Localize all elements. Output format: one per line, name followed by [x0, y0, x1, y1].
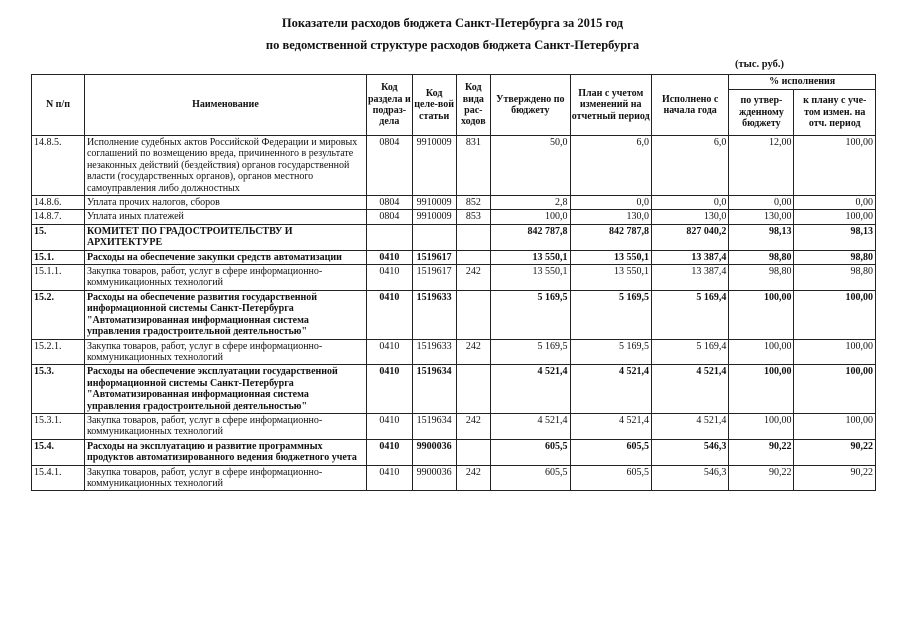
cell-pct-approved: 98,80 [729, 250, 794, 264]
header-executed: Исполнено с начала года [651, 75, 728, 136]
cell-pct-plan: 100,00 [794, 339, 876, 365]
cell-executed: 5 169,4 [651, 290, 728, 339]
cell-name: Расходы на эксплуатацию и развитие программных продуктов автоматизированного ведения бюджетного учета [84, 439, 366, 465]
cell-approved: 13 550,1 [491, 265, 570, 291]
cell-pct-approved: 0,00 [729, 196, 794, 210]
cell-pct-approved: 98,80 [729, 265, 794, 291]
table-row [32, 465, 876, 491]
cell-approved: 13 550,1 [491, 250, 570, 264]
cell-statya: 9900036 [412, 439, 456, 465]
table-header [32, 75, 876, 136]
table-row [32, 250, 876, 264]
cell-statya: 1519634 [412, 413, 456, 439]
cell-approved: 4 521,4 [491, 365, 570, 414]
cell-razdel [366, 224, 412, 250]
header-pct-approved: по утвер-жденному бюджету [729, 90, 794, 136]
cell-statya: 1519633 [412, 339, 456, 365]
table-row [32, 196, 876, 210]
cell-executed: 6,0 [651, 136, 728, 196]
cell-approved: 100,0 [491, 210, 570, 224]
cell-razdel: 0410 [366, 290, 412, 339]
table-row [32, 265, 876, 291]
cell-razdel: 0804 [366, 210, 412, 224]
cell-executed: 4 521,4 [651, 365, 728, 414]
cell-pct-plan: 98,80 [794, 250, 876, 264]
cell-pct-plan: 100,00 [794, 365, 876, 414]
cell-name: КОМИТЕТ ПО ГРАДОСТРОИТЕЛЬСТВУ И АРХИТЕКТУРЕ [84, 224, 366, 250]
cell-plan: 6,0 [570, 136, 651, 196]
cell-approved: 842 787,8 [491, 224, 570, 250]
cell-executed: 13 387,4 [651, 250, 728, 264]
cell-vid: 242 [456, 339, 491, 365]
cell-approved: 5 169,5 [491, 290, 570, 339]
cell-num: 15.3. [32, 365, 85, 414]
cell-name: Закупка товаров, работ, услуг в сфере информационно-коммуникационных технологий [84, 413, 366, 439]
document-subtitle: по ведомственной структуре расходов бюджета Санкт-Петербурга [265, 38, 640, 52]
budget-table [31, 74, 876, 491]
cell-razdel: 0410 [366, 265, 412, 291]
cell-executed: 546,3 [651, 465, 728, 491]
cell-plan: 5 169,5 [570, 290, 651, 339]
cell-approved: 5 169,5 [491, 339, 570, 365]
cell-num: 15.4. [32, 439, 85, 465]
header-razdel: Код раздела и подраз-дела [366, 75, 412, 136]
cell-num: 15.1.1. [32, 265, 85, 291]
cell-pct-approved: 90,22 [729, 439, 794, 465]
table-row [32, 210, 876, 224]
cell-name: Исполнение судебных актов Российской Федерации и мировых соглашений по возмещению вреда, причиненного в результате незаконных действий (бездействия) органов государственной власти (государственных органов), органов местного самоуправления либо должностных [84, 136, 366, 196]
table-body [32, 136, 876, 491]
cell-statya: 1519617 [412, 250, 456, 264]
cell-plan: 5 169,5 [570, 339, 651, 365]
table-row [32, 365, 876, 414]
cell-vid: 242 [456, 413, 491, 439]
cell-pct-approved: 90,22 [729, 465, 794, 491]
cell-num: 15.1. [32, 250, 85, 264]
table-row [32, 439, 876, 465]
cell-name: Закупка товаров, работ, услуг в сфере информационно-коммуникационных технологий [84, 339, 366, 365]
header-approved: Утверждено по бюджету [491, 75, 570, 136]
cell-num: 15.2.1. [32, 339, 85, 365]
cell-vid: 242 [456, 265, 491, 291]
cell-pct-plan: 98,13 [794, 224, 876, 250]
header-pct-plan: к плану с уче-том измен. на отч. период [794, 90, 876, 136]
cell-approved: 2,8 [491, 196, 570, 210]
cell-vid: 853 [456, 210, 491, 224]
cell-pct-plan: 100,00 [794, 136, 876, 196]
cell-statya: 1519617 [412, 265, 456, 291]
units-label: (тыс. руб.) [735, 59, 784, 70]
cell-num: 15.4.1. [32, 465, 85, 491]
cell-plan: 130,0 [570, 210, 651, 224]
cell-razdel: 0410 [366, 465, 412, 491]
cell-name: Расходы на обеспечение эксплуатации государственной информационной системы Санкт-Петербурга "Автоматизированная информационная система управления градостроительной деятельностью" [84, 365, 366, 414]
cell-name: Уплата прочих налогов, сборов [84, 196, 366, 210]
table-row [32, 224, 876, 250]
cell-plan: 842 787,8 [570, 224, 651, 250]
cell-plan: 605,5 [570, 465, 651, 491]
cell-razdel: 0410 [366, 413, 412, 439]
cell-pct-approved: 130,00 [729, 210, 794, 224]
cell-plan: 0,0 [570, 196, 651, 210]
cell-approved: 4 521,4 [491, 413, 570, 439]
header-num: N п/п [32, 75, 85, 136]
table-row [32, 136, 876, 196]
cell-name: Уплата иных платежей [84, 210, 366, 224]
cell-pct-plan: 98,80 [794, 265, 876, 291]
cell-name: Расходы на обеспечение развития государственной информационной системы Санкт-Петербурга "Автоматизированная информационная система управления градостроительной деятельностью" [84, 290, 366, 339]
header-plan: План с учетом изменений на отчетный период [570, 75, 651, 136]
table-row [32, 413, 876, 439]
cell-vid [456, 439, 491, 465]
cell-statya: 1519634 [412, 365, 456, 414]
cell-pct-plan: 100,00 [794, 413, 876, 439]
cell-executed: 827 040,2 [651, 224, 728, 250]
cell-pct-plan: 100,00 [794, 290, 876, 339]
cell-statya: 9910009 [412, 136, 456, 196]
cell-vid [456, 224, 491, 250]
cell-num: 14.8.6. [32, 196, 85, 210]
cell-approved: 605,5 [491, 465, 570, 491]
cell-plan: 13 550,1 [570, 265, 651, 291]
cell-vid [456, 250, 491, 264]
cell-name: Расходы на обеспечение закупки средств автоматизации [84, 250, 366, 264]
cell-statya [412, 224, 456, 250]
cell-plan: 605,5 [570, 439, 651, 465]
cell-pct-plan: 0,00 [794, 196, 876, 210]
cell-pct-approved: 100,00 [729, 365, 794, 414]
header-pct-group: % исполнения [729, 75, 876, 90]
cell-executed: 5 169,4 [651, 339, 728, 365]
cell-executed: 0,0 [651, 196, 728, 210]
cell-plan: 4 521,4 [570, 365, 651, 414]
cell-razdel: 0804 [366, 136, 412, 196]
document-title: Показатели расходов бюджета Санкт-Петербурга за 2015 год [281, 16, 624, 30]
cell-pct-plan: 90,22 [794, 439, 876, 465]
cell-num: 15.2. [32, 290, 85, 339]
cell-executed: 13 387,4 [651, 265, 728, 291]
cell-pct-approved: 12,00 [729, 136, 794, 196]
cell-num: 15.3.1. [32, 413, 85, 439]
cell-name: Закупка товаров, работ, услуг в сфере информационно-коммуникационных технологий [84, 465, 366, 491]
header-statya: Код целе-вой статьи [412, 75, 456, 136]
cell-executed: 4 521,4 [651, 413, 728, 439]
cell-statya: 9910009 [412, 196, 456, 210]
cell-razdel: 0410 [366, 339, 412, 365]
cell-vid: 242 [456, 465, 491, 491]
cell-executed: 546,3 [651, 439, 728, 465]
cell-razdel: 0804 [366, 196, 412, 210]
cell-pct-approved: 100,00 [729, 290, 794, 339]
cell-pct-plan: 90,22 [794, 465, 876, 491]
cell-approved: 50,0 [491, 136, 570, 196]
cell-plan: 4 521,4 [570, 413, 651, 439]
cell-statya: 9910009 [412, 210, 456, 224]
cell-pct-approved: 100,00 [729, 339, 794, 365]
cell-vid: 852 [456, 196, 491, 210]
table-row [32, 290, 876, 339]
cell-razdel: 0410 [366, 365, 412, 414]
cell-vid [456, 290, 491, 339]
cell-pct-plan: 100,00 [794, 210, 876, 224]
cell-approved: 605,5 [491, 439, 570, 465]
cell-pct-approved: 98,13 [729, 224, 794, 250]
cell-vid [456, 365, 491, 414]
header-name: Наименование [84, 75, 366, 136]
cell-razdel: 0410 [366, 250, 412, 264]
table-row [32, 339, 876, 365]
cell-executed: 130,0 [651, 210, 728, 224]
cell-vid: 831 [456, 136, 491, 196]
cell-name: Закупка товаров, работ, услуг в сфере информационно-коммуникационных технологий [84, 265, 366, 291]
cell-pct-approved: 100,00 [729, 413, 794, 439]
cell-num: 14.8.7. [32, 210, 85, 224]
cell-statya: 1519633 [412, 290, 456, 339]
cell-statya: 9900036 [412, 465, 456, 491]
cell-plan: 13 550,1 [570, 250, 651, 264]
cell-razdel: 0410 [366, 439, 412, 465]
header-vid: Код вида рас-ходов [456, 75, 491, 136]
cell-num: 14.8.5. [32, 136, 85, 196]
cell-num: 15. [32, 224, 85, 250]
